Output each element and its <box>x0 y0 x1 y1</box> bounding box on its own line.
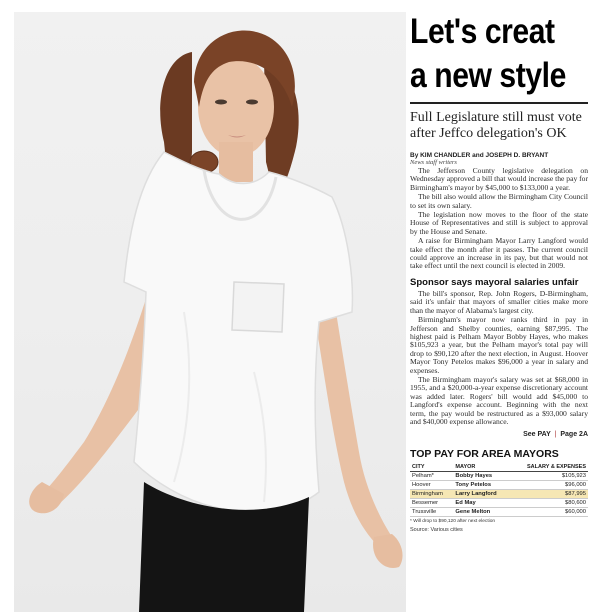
col-header-mayor: MAYOR <box>453 463 509 472</box>
cell-mayor: Tony Petelos <box>453 481 509 490</box>
byline: By KIM CHANDLER and JOSEPH D. BRYANT <box>410 152 549 159</box>
table-row <box>410 508 588 517</box>
jump-see: See PAY <box>523 431 551 439</box>
byline-staff: News staff writers <box>410 159 457 166</box>
article-paragraph: The Jefferson County legislative delegation on Wednesday approved a bill that would increase the pay for Birmingham's mayor by $45,000 to $133,000 a year. <box>410 166 588 192</box>
col-header-city: CITY <box>410 463 453 472</box>
cell-city: Trussville <box>410 508 453 517</box>
cell-mayor: Ed May <box>453 499 509 508</box>
article-deck: Full Legislature still must vote after Jeffco delegation's OK <box>410 110 582 141</box>
jump-line <box>410 431 588 438</box>
model-photo <box>14 12 406 612</box>
table-footnote: * Will drop to $90,120 after next election <box>410 519 496 525</box>
divider <box>410 102 588 104</box>
newspaper-column <box>410 10 588 610</box>
headline-line-1: Let's creat <box>410 12 555 51</box>
cell-pay: $87,995 <box>510 490 588 499</box>
mayor-pay-table <box>410 463 588 517</box>
article-paragraph: The Birmingham mayor's salary was set at $68,000 in 1955, and a $20,000-a-year expense discretionary account was added later. Rogers' bill would add $45,000 to Langford's expense account. Beginning with the next term, the pay would be restructured as a $93,000 salary and $40,000 expense allowance. <box>410 374 588 426</box>
model-illustration <box>14 12 406 612</box>
article-paragraph: The bill also would allow the Birmingham City Council to set its own salary. <box>410 192 588 210</box>
article-paragraph: Birmingham's mayor now ranks third in pay in Jefferson and Shelby counties, earning $87,995. The highest paid is Pelham Mayor Bobby Hayes, who makes $105,923 a year, but the Pelham mayor's total pay will drop to $90,120 after the next election, in August. Hoover Mayor Tony Petelos makes $96,000 a year in salary and expenses. <box>410 315 588 375</box>
table-row-highlighted <box>410 490 588 499</box>
cell-mayor: Bobby Hayes <box>453 472 509 481</box>
cell-pay: $60,000 <box>510 508 588 517</box>
article-paragraph: A raise for Birmingham Mayor Larry Langford would take effect the month after it passes. The current council could approve an increase in its pay, but that would not take effect until the next council is elected in 2009. <box>410 236 588 271</box>
cell-mayor: Gene Melton <box>453 508 509 517</box>
article-paragraph: The legislation now moves to the floor of the state House of Representatives and still is subject to approval by the House and Senate. <box>410 210 588 236</box>
cell-mayor: Larry Langford <box>453 490 509 499</box>
table-header-row <box>410 463 588 472</box>
cell-city: Pelham* <box>410 472 453 481</box>
col-header-pay: SALARY & EXPENSES <box>510 463 588 472</box>
jump-separator: | <box>554 431 557 439</box>
table-row <box>410 481 588 490</box>
article-paragraph: The bill's sponsor, Rep. John Rogers, D-Birmingham, said it's unfair that mayors of smaller cities make more than the mayor of Alabama's largest city. <box>410 288 588 315</box>
table-source: Source: Various cities <box>410 527 463 534</box>
cell-pay: $96,000 <box>510 481 588 490</box>
jump-page: Page 2A <box>560 431 588 439</box>
headline <box>410 10 566 98</box>
cell-pay: $80,600 <box>510 499 588 508</box>
cell-city: Birmingham <box>410 490 453 499</box>
table-row <box>410 499 588 508</box>
cell-city: Bessemer <box>410 499 453 508</box>
cell-pay: $105,923 <box>510 472 588 481</box>
article-subhead: Sponsor says mayoral salaries unfair <box>410 276 579 288</box>
cell-city: Hoover <box>410 481 453 490</box>
headline-line-2: a new style <box>410 56 566 95</box>
table-row <box>410 472 588 481</box>
table-title: TOP PAY FOR AREA MAYORS <box>410 448 559 461</box>
